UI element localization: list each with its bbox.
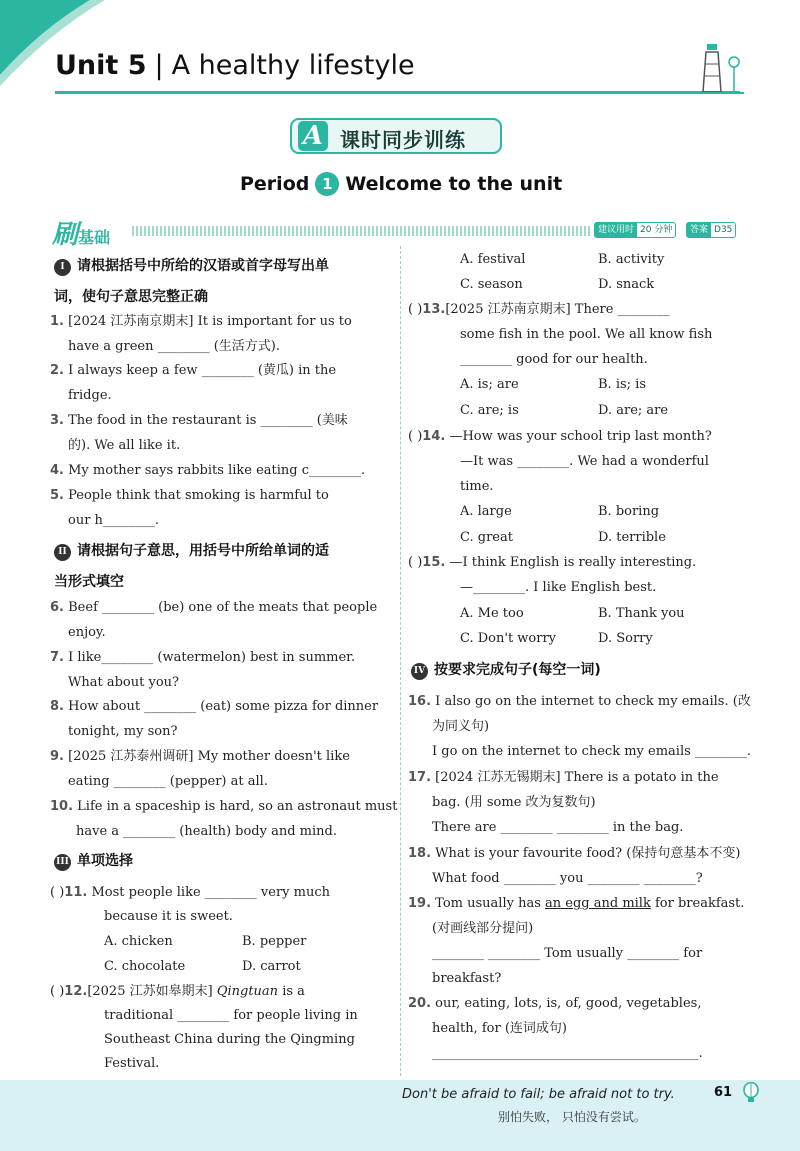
page-number: 61 [714,1085,733,1100]
period-prefix: Period [240,173,310,195]
header-rule [55,91,740,94]
question-15-cont: —________. I like English best. [460,580,657,595]
lighthouse-icon [694,40,744,96]
option-b: B. activity [598,252,665,267]
section-heading-4: IV 按要求完成句子(每空一词) [411,661,601,680]
question-5-cont: our h________. [68,513,160,528]
balloon-icon [742,1082,760,1104]
answer-bracket: ( ) [408,302,423,317]
practice-shua: 刷 [52,220,79,250]
option-c: C. season [460,277,523,292]
unit-separator: | [154,50,164,81]
question-12-cont: Southeast China during the Qingming [104,1032,355,1047]
question-4: 4. My mother says rabbits like eating c________. [50,463,366,478]
question-18-cont: What food ________ you ________ ________? [432,871,703,886]
option-c: C. great [460,530,513,545]
option-a: A. festival [460,252,526,267]
question-11-cont: because it is sweet. [104,909,233,924]
question-2: 2. I always keep a few ________ (黄瓜) in the [50,363,337,378]
option-b: B. pepper [242,934,307,949]
section-heading-2: II 请根据句子意思，用括号中所给单词的适 [54,542,329,561]
question-5: 5. People think that smoking is harmful to [50,488,329,503]
option-a: A. chicken [104,934,173,949]
motto-english: Don't be afraid to fail; be afraid not to try. [402,1087,675,1102]
unit-name: A healthy lifestyle [171,50,415,81]
question-13: ( )13.[2025 江苏南京期末] There ________ [408,302,670,317]
question-1: 1. [2024 江苏南京期末] It is important for us to [50,314,352,329]
question-8: 8. How about ________ (eat) some pizza for dinner [50,699,379,714]
period-number: 1 [315,172,339,196]
question-10-cont: have a ________ (health) body and mind. [76,824,337,839]
question-18: 18. What is your favourite food? (保持句意基本不变) [408,846,741,861]
answer-bracket: ( ) [50,885,65,900]
section-heading-3: III 单项选择 [54,852,133,871]
question-1-cont: have a green ________ (生活方式). [68,339,281,354]
option-d: D. carrot [242,959,301,974]
section-heading-1-cont: 词，使句子意思完整正确 [54,289,208,305]
section-number-badge: IV [411,663,428,680]
unit-title [55,50,415,81]
answer-bracket: ( ) [408,555,423,570]
period-name: Welcome to the unit [345,173,563,195]
question-19-cont: ________ ________ Tom usually ________ for [432,946,703,961]
question-19-cont: breakfast? [432,971,502,986]
question-3: 3. The food in the restaurant is ________ (美味 [50,413,348,428]
question-17: 17. [2024 江苏无锡期末] There is a potato in the [408,770,719,785]
question-16-cont: 为同义句) [432,719,490,734]
option-c: C. are; is [460,403,519,418]
suggested-time-tag [594,222,676,238]
section-number-badge: I [54,259,71,276]
question-13-cont: some fish in the pool. We all know fish [460,327,713,342]
time-value: 20 分钟 [640,225,673,235]
underlined-phrase: an egg and milk [545,896,651,911]
question-14-cont: time. [460,479,494,494]
practice-jichu: 基础 [78,228,111,247]
section-number-badge: III [54,854,71,871]
question-11: ( )11. Most people like ________ very much [50,885,330,900]
option-d: D. Sorry [598,631,653,646]
question-9-cont: eating ________ (pepper) at all. [68,774,268,789]
question-19-cont: (对画线部分提问) [432,921,534,936]
option-c: C. chocolate [104,959,186,974]
question-7: 7. I like________ (watermelon) best in summer. [50,650,356,665]
question-12-cont: traditional ________ for people living in [104,1008,358,1023]
option-a: A. Me too [460,606,524,621]
option-d: D. terrible [598,530,666,545]
option-a: A. is; are [460,377,519,392]
question-6-cont: enjoy. [68,625,106,640]
answer-bracket: ( ) [408,429,423,444]
option-d: D. are; are [598,403,669,418]
option-b: B. Thank you [598,606,685,621]
section-number-badge: II [54,544,71,561]
question-20-cont: health, for (连词成句) [432,1021,567,1036]
motto-chinese: 别怕失败， 只怕没有尝试。 [498,1110,646,1124]
question-8-cont: tonight, my son? [68,724,178,739]
section-heading-2-cont: 当形式填空 [54,574,124,590]
footer [0,1080,800,1151]
period-title [240,172,563,196]
section-title: 课时同步训练 [340,128,466,152]
question-17-cont: There are ________ ________ in the bag. [432,820,684,835]
section-heading-1: I 请根据括号中所给的汉语或首字母写出单 [54,257,329,276]
practice-label [52,214,110,251]
column-divider [400,246,401,1076]
option-d: D. snack [598,277,655,292]
time-label: 建议用时 [595,223,637,237]
question-19: 19. Tom usually has an egg and milk for breakfast. [408,896,745,911]
question-3-cont: 的). We all like it. [68,438,181,453]
question-10: 10. Life in a spaceship is hard, so an astronaut must [50,799,398,814]
question-13-cont: ________ good for our health. [460,352,648,367]
question-12: ( )12.[2025 江苏如皋期末] Qingtuan is a [50,984,305,999]
answer-line: _________________________________________. [432,1046,703,1061]
question-9: 9. [2025 江苏泰州调研] My mother doesn't like [50,749,350,764]
question-14-cont: —It was ________. We had a wonderful [460,454,709,469]
option-c: C. Don't worry [460,631,557,646]
question-14: ( )14. —How was your school trip last month? [408,429,712,444]
stripe-decoration [132,226,590,236]
section-banner [290,118,502,154]
question-15: ( )15. —I think English is really interesting. [408,555,697,570]
section-letter: A [298,121,328,151]
question-20: 20. our, eating, lots, is, of, good, vegetables, [408,996,702,1011]
question-12-cont: Festival. [104,1056,160,1071]
option-b: B. is; is [598,377,646,392]
option-b: B. boring [598,504,660,519]
question-6: 6. Beef ________ (be) one of the meats that people [50,600,378,615]
option-a: A. large [460,504,512,519]
question-16: 16. I also go on the internet to check my emails. (改 [408,694,751,709]
question-2-cont: fridge. [68,388,112,403]
answer-tag [686,222,736,238]
question-17-cont: bag. (用 some 改为复数句) [432,795,596,810]
question-16-cont: I go on the internet to check my emails ________. [432,744,752,759]
question-7-cont: What about you? [68,675,179,690]
unit-label: Unit 5 [55,50,147,81]
answer-page: D35 [714,225,733,235]
answer-label: 答案 [687,223,711,237]
answer-bracket: ( ) [50,984,65,999]
